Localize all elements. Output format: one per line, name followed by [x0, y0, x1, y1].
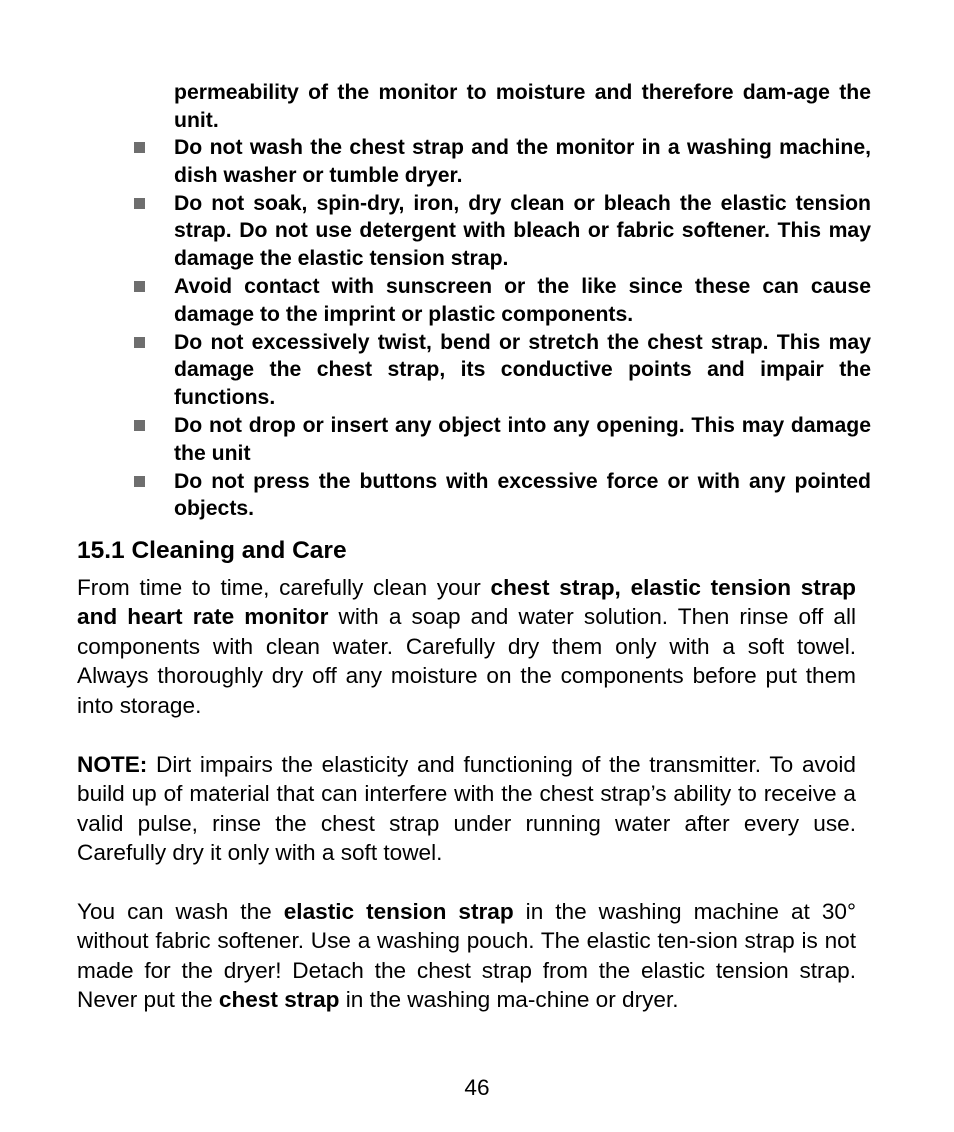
paragraph-text: Dirt impairs the elasticity and functioning of the transmitter. To avoid build up of material that can interfere with the chest strap’s ability to receive a valid pulse, rinse the chest strap under running water after every use. Carefully dry it only with a soft towel. — [77, 752, 856, 866]
list-item-text: Do not soak, spin-dry, iron, dry clean or bleach the elastic tension strap. Do not use detergent with bleach or fabric softener. This may damage the elastic tension strap. — [174, 191, 871, 271]
list-item-text: Do not press the buttons with excessive force or with any pointed objects. — [174, 469, 871, 521]
note-label: NOTE: — [77, 752, 148, 777]
paragraph-emphasis: chest strap, elastic tension strap and heart rate monitor — [77, 575, 856, 630]
paragraph-text: From time to time, carefully clean your — [77, 575, 491, 600]
paragraph-text: You can wash the — [77, 899, 284, 924]
list-item — [0, 329, 871, 412]
paragraph-emphasis: elastic tension strap — [283, 899, 514, 924]
paragraph-text: in the washing ma-chine or dryer. — [339, 987, 679, 1013]
list-item-text: Avoid contact with sunscreen or the like since these can cause damage to the imprint or plastic components. — [174, 274, 871, 326]
list-item — [0, 134, 871, 190]
page-number: 46 — [464, 1075, 490, 1100]
note-paragraph — [77, 750, 856, 868]
washing-paragraph — [77, 897, 856, 1015]
square-bullet-icon — [134, 198, 145, 209]
list-item-text: Do not wash the chest strap and the monitor in a washing machine, dish washer or tumble dryer. — [174, 136, 871, 187]
square-bullet-icon — [134, 142, 145, 153]
square-bullet-icon — [134, 420, 145, 431]
list-item-text: Do not drop or insert any object into any opening. This may damage the unit — [174, 413, 871, 465]
continued-warning-text: permeability of the monitor to moisture and therefore dam-age the unit. — [174, 81, 871, 132]
section-heading: 15.1 Cleaning and Care — [77, 537, 347, 564]
care-warnings-list — [0, 134, 954, 523]
square-bullet-icon — [134, 281, 145, 292]
paragraph-text: with a soap and water solution. Then rinse off all components with clean water. Carefully dry them only with a soft towel. Always thoroughly dry off any moisture on the components before put them into storage. — [77, 604, 856, 718]
list-item — [0, 190, 871, 273]
list-item — [0, 468, 871, 524]
list-item — [0, 412, 871, 468]
list-item-text: Do not excessively twist, bend or stretch the chest strap. This may damage the chest strap, its conductive points and impair the functions. — [174, 330, 871, 410]
paragraph-text: in the washing machine at 30° without fabric softener. Use a washing pouch. The elastic ten-sion strap is not made for the dryer! Detach the chest strap from the elastic tension strap. Never put the — [77, 899, 856, 1013]
square-bullet-icon — [134, 476, 145, 487]
list-item — [0, 273, 871, 329]
square-bullet-icon — [134, 337, 145, 348]
cleaning-paragraph — [77, 573, 856, 720]
paragraph-emphasis: chest strap — [218, 987, 340, 1013]
